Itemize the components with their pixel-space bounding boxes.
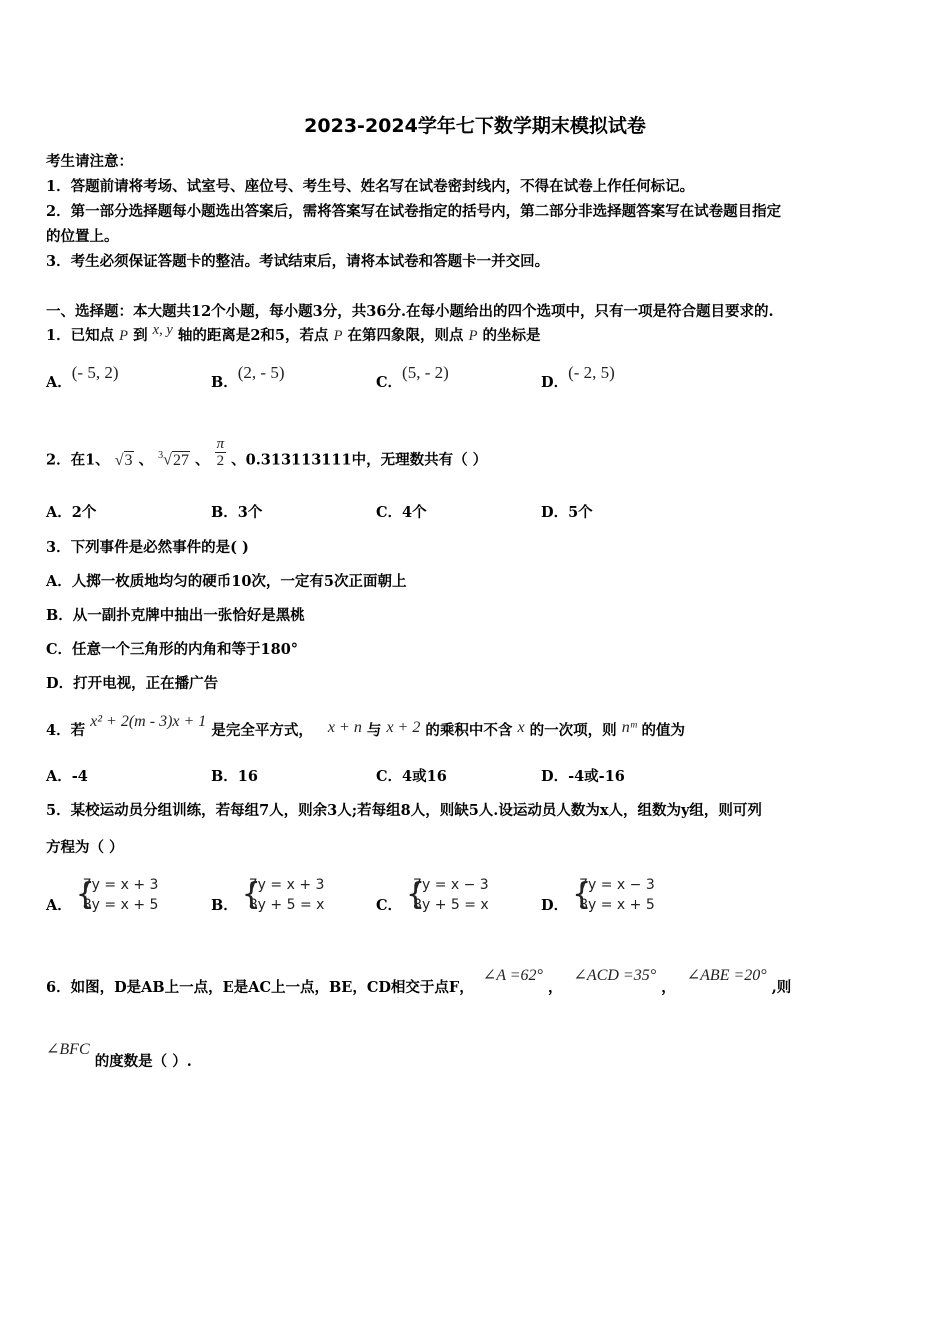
q5-option-d-brace: { bbox=[572, 877, 592, 912]
q1-option-b[interactable] bbox=[211, 363, 285, 393]
q4-x: x bbox=[517, 719, 525, 736]
q5-option-b-eq2: 8y + 5 = x bbox=[248, 897, 325, 913]
q2-cbrt-27-radicand: 27 bbox=[172, 451, 189, 469]
q4-option-d-value: -4或-16 bbox=[568, 768, 625, 785]
q2-start: 2．在1、 bbox=[46, 451, 110, 469]
q1-option-d-label: D． bbox=[541, 374, 569, 391]
q2-sqrt-3-radicand: 3 bbox=[124, 451, 133, 469]
q1-option-c-value: (5, - 2) bbox=[402, 363, 449, 382]
notice-item-3: 3．考生必须保证答题卡的整洁。考试结束后，请将本试卷和答题卡一并交回。 bbox=[46, 253, 550, 270]
q2-option-d-value: 5个 bbox=[568, 504, 593, 521]
q2-option-a[interactable] bbox=[46, 503, 96, 523]
q5-option-a-label: A． bbox=[46, 897, 72, 914]
q4-n-power-m: nᵐ bbox=[621, 719, 637, 736]
q5-option-b-eq1: 7y = x + 3 bbox=[248, 877, 325, 893]
q4-start: 4．若 bbox=[46, 722, 86, 739]
q2-sqrt-3: √3 bbox=[114, 451, 133, 469]
q6-angle-abe: ∠ABE =20° bbox=[686, 967, 767, 984]
q3-option-b[interactable]: B．从一副扑克牌中抽出一张恰好是黑桃 bbox=[46, 607, 305, 624]
question-5-line-1: 5．某校运动员分组训练，若每组7人，则余3人;若每组8人，则缺5人.设运动员人数为x人，组数为y组，则可列 bbox=[46, 802, 762, 819]
q1-option-d-value: (- 2, 5) bbox=[568, 363, 615, 382]
q1-mid2: 在第四象限，则点 bbox=[347, 327, 464, 344]
q5-option-c-eq1: 7y = x − 3 bbox=[413, 877, 489, 893]
q1-option-a[interactable] bbox=[46, 363, 119, 393]
q6-angle-bfc: ∠BFC bbox=[46, 1041, 90, 1058]
q4-end: 的值为 bbox=[641, 722, 685, 739]
q3-option-c[interactable]: C．任意一个三角形的内角和等于180° bbox=[46, 641, 299, 658]
q2-option-b[interactable] bbox=[211, 503, 262, 523]
q2-pi-over-2 bbox=[215, 436, 227, 469]
q4-option-a-label: A． bbox=[46, 768, 72, 785]
q6-comma-2: ， bbox=[661, 979, 676, 996]
q2-option-c-label: C． bbox=[376, 504, 403, 521]
q4-mid-2: 与 bbox=[366, 722, 382, 739]
q4-option-b[interactable] bbox=[211, 767, 258, 787]
notice-item-2-cont: 的位置上。 bbox=[46, 228, 119, 245]
q1-option-c[interactable] bbox=[376, 363, 449, 393]
notice-item-2: 2．第一部分选择题每小题选出答案后，需将答案写在试卷指定的括号内，第二部分非选择题答案写在试卷题目指定 bbox=[46, 203, 782, 220]
q5-option-b-label: B． bbox=[211, 897, 238, 914]
q1-option-a-value: (- 5, 2) bbox=[71, 363, 119, 382]
q2-end: 、0.313113111中，无理数共有（ ） bbox=[231, 451, 488, 469]
q4-option-b-value: 16 bbox=[237, 768, 258, 785]
q2-sep-2: 、 bbox=[195, 451, 210, 469]
q5-option-c-eq2: 8y + 5 = x bbox=[413, 897, 489, 913]
q1-mid: 轴的距离是2和5，若点 bbox=[177, 327, 329, 344]
q5-option-b-system bbox=[242, 875, 325, 915]
q4-mid-1: 是完全平方式， bbox=[211, 722, 313, 739]
q5-option-d-system bbox=[572, 875, 655, 915]
q2-option-c-value: 4个 bbox=[402, 504, 427, 521]
q5-option-a-brace: { bbox=[75, 877, 95, 912]
q4-option-d[interactable] bbox=[541, 767, 625, 787]
q5-option-b[interactable] bbox=[211, 874, 324, 916]
q2-option-a-value: 2个 bbox=[71, 504, 97, 521]
q4-option-c-value: 4或16 bbox=[402, 768, 447, 785]
q5-option-b-brace: { bbox=[241, 877, 261, 912]
q6-angle-a: ∠A =62° bbox=[482, 967, 543, 984]
q2-option-c[interactable] bbox=[376, 503, 427, 523]
q4-mid-3: 的乘积中不含 bbox=[425, 722, 513, 739]
q6-angle-acd: ∠ACD =35° bbox=[573, 967, 657, 984]
q1-to: 到 bbox=[133, 327, 148, 344]
q2-pi: π bbox=[216, 436, 225, 452]
q1-option-c-label: C． bbox=[376, 374, 403, 391]
q6-start: 6．如图，D是AB上一点，E是AC上一点，BE，CD相交于点F， bbox=[46, 979, 474, 996]
q1-num: 1．已知点 bbox=[46, 327, 115, 344]
q1-point-p-2: P bbox=[333, 328, 343, 344]
q4-expr-x-plus-n: x + n bbox=[327, 719, 362, 736]
q5-option-c[interactable] bbox=[376, 874, 489, 916]
section-heading: 一、选择题：本大题共12个小题，每小题3分，共36分.在每小题给出的四个选项中，只有一项是符合题目要求的. bbox=[46, 303, 774, 320]
q5-option-a[interactable] bbox=[46, 874, 158, 916]
q1-option-d[interactable] bbox=[541, 363, 615, 393]
q5-option-d[interactable] bbox=[541, 874, 655, 916]
question-6-line-2 bbox=[46, 1041, 192, 1072]
q5-option-d-eq2: 8y = x + 5 bbox=[579, 897, 655, 913]
q4-option-c-label: C． bbox=[376, 768, 403, 785]
q3-option-a[interactable]: A．人掷一枚质地均匀的硬币10次，一定有5次正面朝上 bbox=[46, 573, 407, 590]
q2-option-b-label: B． bbox=[211, 504, 238, 521]
q1-point-p-3: P bbox=[468, 328, 478, 344]
q4-option-c[interactable] bbox=[376, 767, 447, 787]
q6-comma-1: ， bbox=[547, 979, 563, 996]
question-3: 3．下列事件是必然事件的是( ) bbox=[46, 539, 249, 556]
question-5-line-2: 方程为（ ） bbox=[46, 839, 124, 856]
q5-option-d-label: D． bbox=[541, 897, 569, 914]
q5-option-c-label: C． bbox=[376, 897, 403, 914]
q4-mid-4: 的一次项，则 bbox=[529, 722, 617, 739]
question-1 bbox=[46, 322, 541, 346]
q5-option-a-eq1: 7y = x + 3 bbox=[82, 877, 159, 893]
q4-expr-x-plus-2: x + 2 bbox=[386, 719, 421, 736]
q1-option-b-value: (2, - 5) bbox=[237, 363, 285, 382]
q5-option-c-system bbox=[406, 875, 489, 915]
q6-comma-3: ,则 bbox=[771, 979, 792, 996]
q5-option-d-eq1: 7y = x − 3 bbox=[579, 877, 655, 893]
q4-option-b-label: B． bbox=[211, 768, 238, 785]
q1-axes: x, y bbox=[152, 322, 173, 338]
question-4 bbox=[46, 713, 685, 741]
q2-cbrt-index: 3 bbox=[158, 450, 164, 462]
q2-option-d-label: D． bbox=[541, 504, 569, 521]
q3-option-d[interactable]: D．打开电视，正在播广告 bbox=[46, 675, 219, 692]
q5-option-a-system bbox=[76, 875, 159, 915]
q2-cbrt-27: $^3$√27 bbox=[158, 450, 189, 469]
q4-option-d-label: D． bbox=[541, 768, 569, 785]
q2-two: 2 bbox=[216, 453, 225, 469]
q2-option-a-label: A． bbox=[46, 504, 72, 521]
notice-heading: 考生请注意： bbox=[46, 153, 133, 170]
q1-end: 的坐标是 bbox=[482, 327, 541, 344]
q4-option-a-value: -4 bbox=[71, 768, 88, 785]
q1-option-b-label: B． bbox=[211, 374, 238, 391]
q5-option-a-eq2: 8y = x + 5 bbox=[82, 897, 159, 913]
q1-option-a-label: A． bbox=[46, 374, 72, 391]
q5-option-c-brace: { bbox=[406, 877, 426, 912]
q2-sep-1: 、 bbox=[138, 451, 154, 469]
page-title: 2023-2024学年七下数学期末模拟试卷 bbox=[304, 115, 646, 137]
q2-option-b-value: 3个 bbox=[237, 504, 263, 521]
notice-item-1: 1．答题前请将考场、试室号、座位号、考生号、姓名写在试卷密封线内，不得在试卷上作任何标记。 bbox=[46, 178, 695, 195]
q4-expr-square: x² + 2(m - 3)x + 1 bbox=[90, 713, 207, 730]
question-6 bbox=[46, 967, 792, 998]
q6-end: 的度数是（ ）. bbox=[94, 1053, 192, 1070]
q4-option-a[interactable] bbox=[46, 767, 88, 787]
q2-option-d[interactable] bbox=[541, 503, 593, 523]
q1-point-p: P bbox=[119, 328, 129, 344]
question-2 bbox=[46, 436, 488, 477]
